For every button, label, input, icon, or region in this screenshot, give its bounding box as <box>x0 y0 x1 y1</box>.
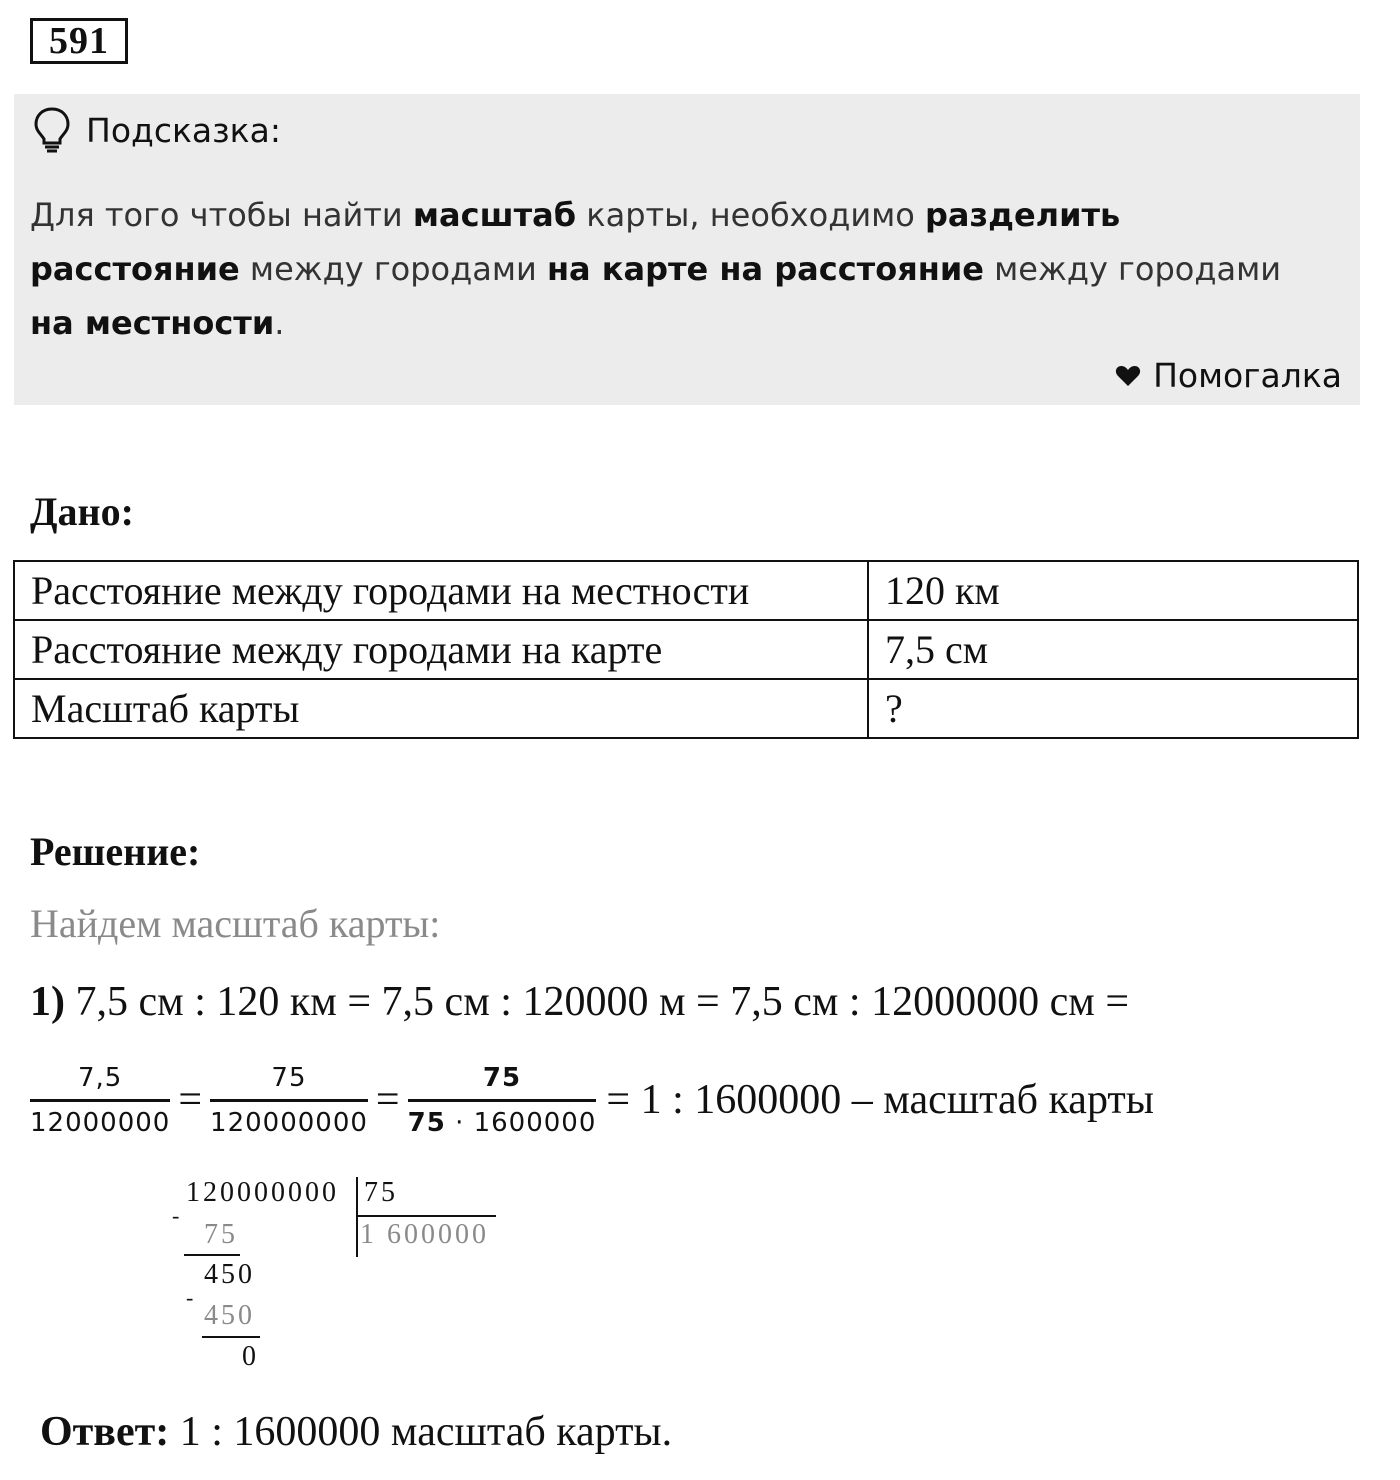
solution-title: Решение: <box>30 829 201 874</box>
table-cell-value: 120 км <box>868 561 1358 620</box>
numerator: 75 <box>271 1062 307 1093</box>
answer-label: Ответ: <box>40 1409 170 1455</box>
hint-text <box>30 188 1330 350</box>
given-table <box>13 560 1359 739</box>
denominator-factor: 75 <box>407 1107 446 1138</box>
fraction-3 <box>408 1063 597 1138</box>
long-division <box>170 1175 510 1375</box>
hint-header <box>32 106 281 154</box>
hint-title: Подсказка: <box>86 110 281 150</box>
hint-text-part: Для того чтобы найти <box>30 196 413 234</box>
division-vertical-line <box>356 1177 358 1257</box>
fraction-2 <box>210 1063 368 1138</box>
table-cell-value: ? <box>868 679 1358 738</box>
hint-text-part: карты, необходимо <box>576 196 925 234</box>
multiply-dot: · <box>455 1107 465 1138</box>
fraction-result: = 1 : 1600000 – масштаб карты <box>606 1077 1154 1123</box>
lightbulb-icon <box>32 106 72 154</box>
task-number: 591 <box>30 18 128 64</box>
divisor: 75 <box>364 1177 398 1208</box>
remainder-2: 0 <box>242 1341 259 1372</box>
hint-brand <box>1115 356 1342 395</box>
hint-bold-part: на карте на расстояние <box>546 250 984 288</box>
table-cell-label: Расстояние между городами на местности <box>14 561 868 620</box>
hint-box <box>14 94 1360 405</box>
denominator: 12000000 <box>30 1099 170 1138</box>
subtraction-line <box>184 1254 240 1256</box>
solution-step-1 <box>30 978 1129 1026</box>
answer <box>40 1408 672 1456</box>
equals-sign: = <box>375 1077 400 1123</box>
hint-bold-part: на местности <box>30 304 275 342</box>
minus-sign: - <box>172 1203 183 1228</box>
numerator: 75 <box>482 1062 522 1093</box>
numerator: 7,5 <box>77 1062 123 1093</box>
denominator: 120000000 <box>210 1099 368 1138</box>
hint-text-part: . <box>274 304 285 342</box>
subtrahend-2: 450 <box>204 1300 255 1331</box>
table-row <box>14 561 1358 620</box>
equals-sign: = <box>178 1077 203 1123</box>
answer-text: 1 : 1600000 масштаб карты. <box>169 1409 673 1455</box>
subtraction-line <box>202 1336 260 1338</box>
denominator <box>408 1099 597 1138</box>
fraction-1 <box>30 1063 170 1138</box>
subtrahend-1: 75 <box>204 1219 238 1250</box>
quotient: 1 600000 <box>360 1219 489 1250</box>
solution-intro: Найдем масштаб карты: <box>30 901 441 946</box>
table-cell-value: 7,5 см <box>868 620 1358 679</box>
brand-label: Помогалка <box>1153 356 1342 395</box>
denominator-factor: 1600000 <box>473 1107 597 1138</box>
table-cell-label: Расстояние между городами на карте <box>14 620 868 679</box>
hint-text-part: между городами <box>239 250 547 288</box>
dividend: 120000000 <box>186 1177 339 1208</box>
heart-icon <box>1115 364 1141 388</box>
step-number: 1) <box>30 979 65 1025</box>
table-row <box>14 679 1358 738</box>
fraction-equation <box>30 1050 1154 1150</box>
table-row <box>14 620 1358 679</box>
hint-bold-part: разделить расстояние <box>30 196 1121 288</box>
remainder-1: 450 <box>204 1259 255 1290</box>
step-text: 7,5 см : 120 км = 7,5 см : 120000 м = 7,5 см : 12000000 см = <box>65 979 1130 1025</box>
table-cell-label: Масштаб карты <box>14 679 868 738</box>
minus-sign: - <box>186 1285 197 1310</box>
hint-text-part: между городами <box>983 250 1281 288</box>
division-quotient-line <box>358 1215 496 1217</box>
hint-bold-part: масштаб <box>412 196 577 234</box>
given-title: Дано: <box>30 489 134 534</box>
